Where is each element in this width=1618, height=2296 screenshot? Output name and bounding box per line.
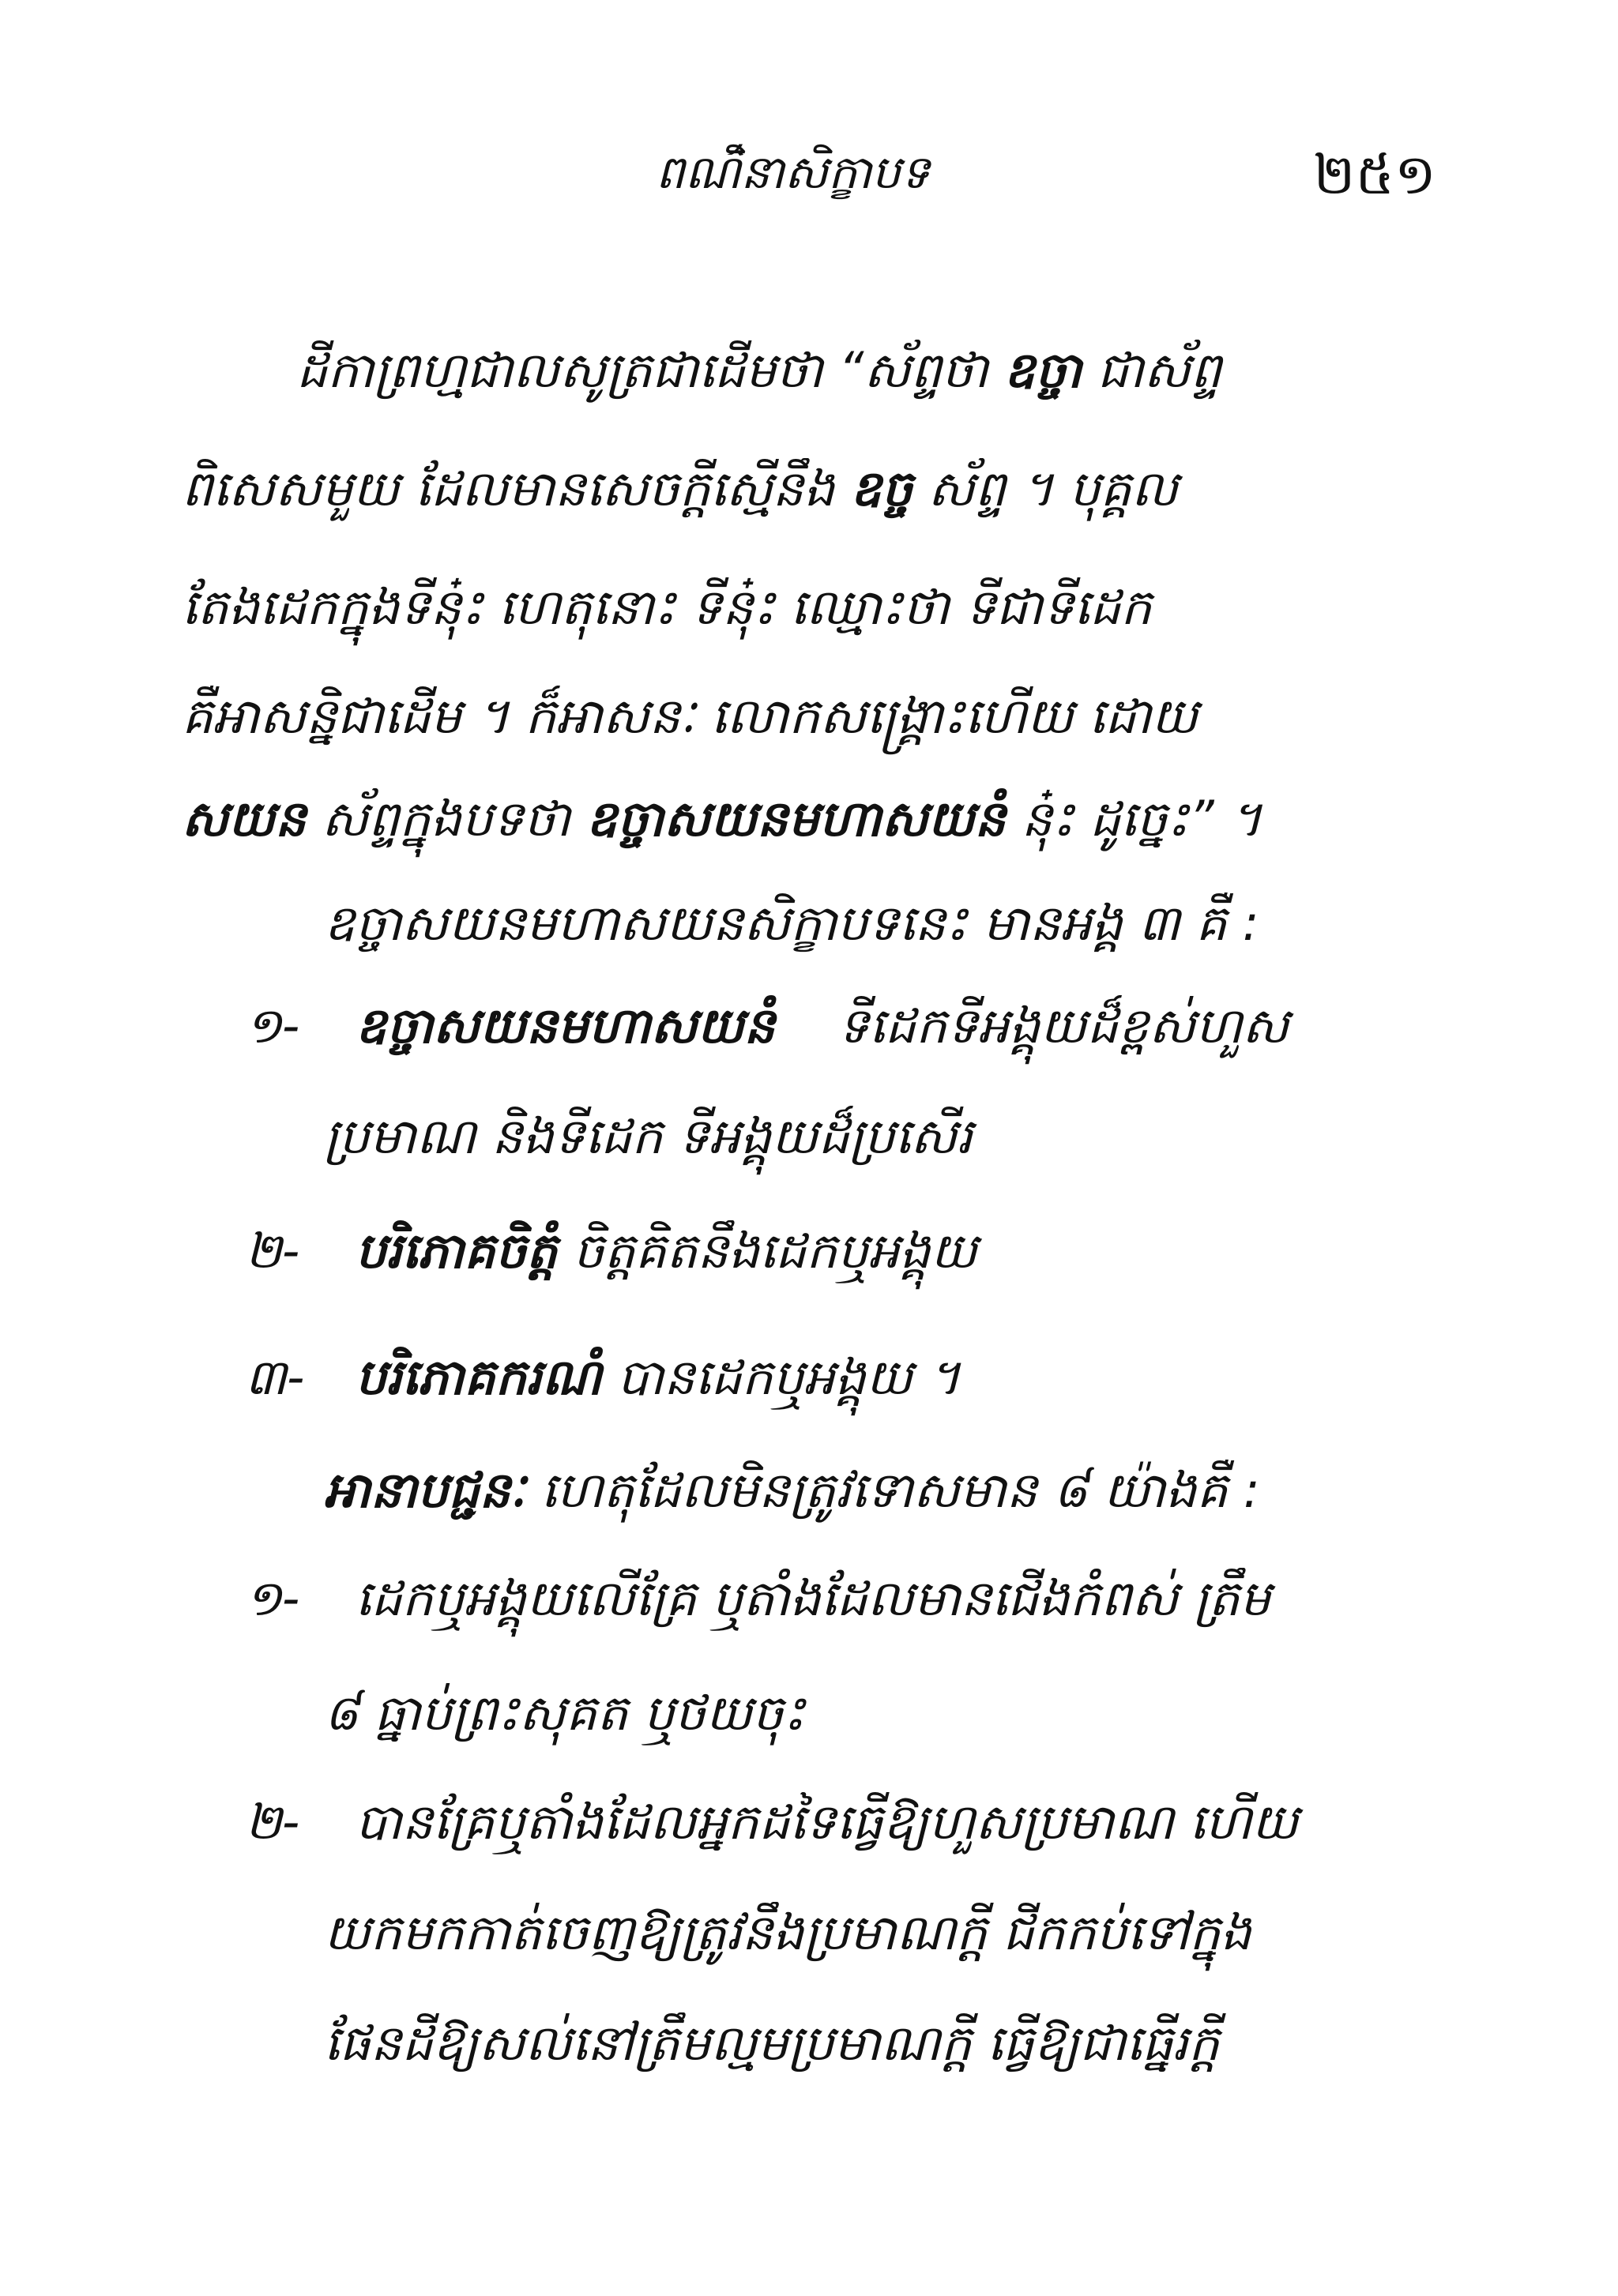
list-item-2: ២- បរិភោគចិត្តំ ចិត្តគិតនឹងដេកឬអង្គុយ — [245, 1222, 977, 1280]
exception-1-line-1: ១- ដេកឬអង្គុយលើគ្រែ ឬតាំងដែលមានជើងកំពស់ ត្រឹម — [245, 1569, 1271, 1627]
paragraph-1-line-2: ពិសេសមួយ ដែលមានសេចក្ដីស្មើនឹង ឧច្ច ស័ព្ទ ។ បុគ្គល — [182, 460, 1179, 517]
list-item-3: ៣- បរិភោគករណំ បានដេកឬអង្គុយ ។ — [245, 1348, 961, 1406]
exception-2-line-3: ផែនដីឱ្យសល់នៅត្រឹមល្មមប្រមាណក្ដី ធ្វើឱ្យជាធ្នើរក្ដី — [324, 2014, 1220, 2072]
paragraph-1-line-3: តែងដេកក្នុងទីនុ៎ះ ហេតុនោះ ទីនុ៎ះ ឈ្មោះថា ទីជាទីដេក — [182, 578, 1152, 636]
paragraph-3: អានាបជ្ជនៈ ហេតុដែលមិនត្រូវទោសមាន ៨ យ៉ាងគឺ : — [324, 1461, 1260, 1519]
page-number: ២៥១ — [1313, 142, 1436, 207]
list-item-1: ១- ឧច្ចាសយនមហាសយនំ ទីដេកទីអង្គុយដ៏ខ្ពស់ហួស — [245, 997, 1289, 1054]
paragraph-2: ឧច្ចាសយនមហាសយនសិក្ខាបទនេះ មានអង្គ ៣ គឺ : — [324, 894, 1259, 952]
paragraph-1-line-4: គឺអាសនិ្នជាដើម ។ ក៏អាសនៈ លោកសង្គ្រោះហើយ ដោយ — [182, 687, 1198, 745]
paragraph-1-line-1: ដីកាព្រហ្មជាលសូត្រជាដើមថា “ស័ព្ទថា ឧច្ចា ជាស័ព្ទ — [296, 341, 1222, 399]
exception-2-line-2: យកមកកាត់ចេញឱ្យត្រូវនឹងប្រមាណក្ដី ជីកកប់ទៅក្នុង — [324, 1903, 1252, 1961]
page-header-title: ពណ៌ិនាសិក្ខាបទ — [656, 145, 930, 199]
paragraph-1-line-5: សយន ស័ព្ទក្នុងបទថា ឧច្ចាសយនមហាសយនំ នុ៎ះ ដូច្នេះ” ។ — [182, 790, 1262, 847]
list-item-1-continuation: ប្រមាណ និងទីដេក ទីអង្គុយដ៏ប្រសើរ — [324, 1107, 973, 1165]
exception-1-line-2: ៨ ធ្នាប់ព្រះសុគត ឬថយចុះ — [324, 1684, 805, 1742]
exception-2-line-1: ២- បានគ្រែឬតាំងដែលអ្នកដទៃធ្វើឱ្យហួសប្រមាណ ហើយ — [245, 1793, 1299, 1851]
